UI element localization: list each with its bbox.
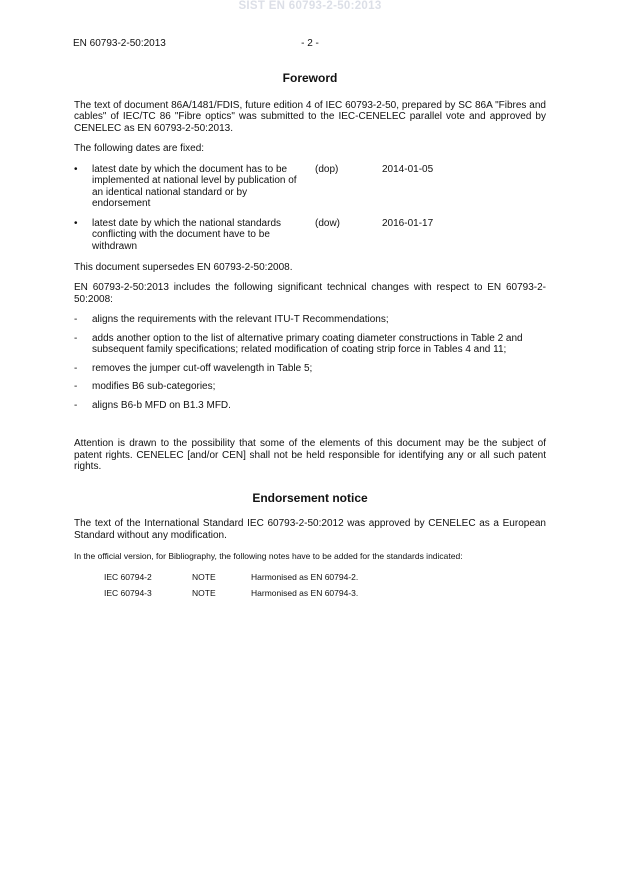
bibliography-intro: In the official version, for Bibliography, the following notes have to be added for the standards indicated: <box>74 551 463 561</box>
dash-icon: - <box>74 381 78 392</box>
note-text: Harmonised as EN 60794-3. <box>251 587 359 598</box>
endorsement-title: Endorsement notice <box>252 490 368 505</box>
change-text: adds another option to the list of alternative primary coating diameter constructions in Table 2 and subsequent family specifications; related modification of coating strip force in Tables 4 and 11; <box>92 332 523 355</box>
change-item <box>74 314 546 326</box>
date-value: 2014-01-05 <box>382 163 434 175</box>
date-item-dop <box>74 164 546 208</box>
change-text: removes the jumper cut-off wavelength in Table 5; <box>92 362 313 374</box>
date-code: (dow) <box>315 217 341 229</box>
note-standard: IEC 60794-2 <box>104 571 152 582</box>
dates-intro: The following dates are fixed: <box>74 143 205 154</box>
date-item-dow <box>74 218 546 252</box>
bibliography-notes <box>104 572 546 604</box>
supersedes-note: This document supersedes EN 60793-2-50:2008. <box>74 261 293 273</box>
date-description: latest date by which the document has to be implemented at national level by publication of an identical national standard or by endorsement <box>92 163 297 209</box>
foreword-title: Foreword <box>282 71 338 85</box>
watermark: SIST EN 60793-2-50:2013 <box>238 0 382 12</box>
change-item <box>74 381 546 393</box>
dash-icon: - <box>74 362 78 374</box>
bullet-icon: • <box>74 163 78 175</box>
foreword-intro: The text of document 86A/1481/FDIS, future edition 4 of IEC 60793-2-50, prepared by SC 86A "Fibres and cables" of IEC/TC 86 "Fibre optics" was submitted to the IEC-CENELEC parallel vote and approved by CENELEC as EN 60793-2-50:2013. <box>74 99 546 134</box>
changes-list <box>74 314 546 411</box>
change-item <box>74 333 546 356</box>
change-text: aligns the requirements with the relevant ITU-T Recommendations; <box>92 314 389 325</box>
patent-attention: Attention is drawn to the possibility that some of the elements of this document may be the subject of patent rights. CENELEC [and/or CEN] shall not be held responsible for identifying any or all such patent rights. <box>74 438 546 472</box>
document-body <box>74 73 546 604</box>
change-item <box>74 400 546 412</box>
date-code: (dop) <box>315 163 339 175</box>
dash-icon: - <box>74 332 78 344</box>
dates-list <box>74 164 546 252</box>
endorsement-text: The text of the International Standard IEC 60793-2-50:2012 was approved by CENELEC as a European Standard without any modification. <box>74 518 546 541</box>
note-standard: IEC 60794-3 <box>104 587 152 598</box>
date-value: 2016-01-17 <box>382 217 434 229</box>
change-item <box>74 363 546 375</box>
header-page-number: - 2 - <box>301 38 319 49</box>
change-text: aligns B6-b MFD on B1.3 MFD. <box>92 399 231 411</box>
date-description: latest date by which the national standards conflicting with the document have to be withdrawn <box>92 217 282 252</box>
header-doc-id: EN 60793-2-50:2013 <box>73 38 166 49</box>
dash-icon: - <box>74 314 78 325</box>
bullet-icon: • <box>74 217 78 229</box>
note-label: NOTE <box>192 587 216 598</box>
change-text: modifies B6 sub-categories; <box>92 381 216 392</box>
changes-intro: EN 60793-2-50:2013 includes the following significant technical changes with respect to EN 60793-2-50:2008: <box>74 282 546 305</box>
note-label: NOTE <box>192 571 216 582</box>
note-text: Harmonised as EN 60794-2. <box>251 571 359 582</box>
note-row <box>104 588 546 604</box>
note-row <box>104 572 546 588</box>
dash-icon: - <box>74 399 78 411</box>
